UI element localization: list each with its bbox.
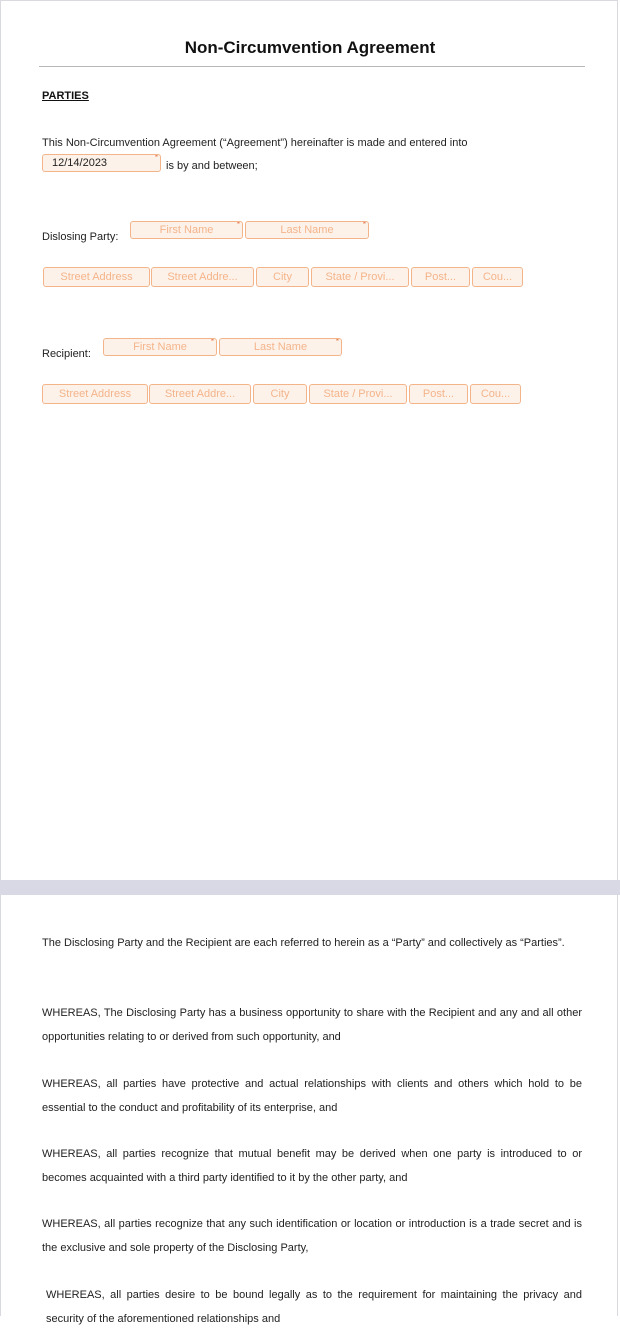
recipient-street-address-2-field[interactable]: Street Addre... xyxy=(149,384,251,404)
disclosing-postal-field[interactable]: Post... xyxy=(411,267,470,287)
parties-heading: PARTIES xyxy=(42,90,89,102)
page-break xyxy=(0,880,620,895)
disclosing-street-address-2-field[interactable]: Street Addre... xyxy=(151,267,254,287)
paragraph-parties-definition: The Disclosing Party and the Recipient are each referred to herein as a “Party” and collectively as “Parties”. xyxy=(42,937,565,949)
paragraph-whereas-1: WHEREAS, The Disclosing Party has a business opportunity to share with the Recipient and any and all other opportunities relating to or derived from such opportunity, and xyxy=(42,1007,582,1043)
disclosing-first-name-field[interactable] xyxy=(130,221,243,239)
recipient-last-name-field[interactable] xyxy=(219,338,342,356)
required-marker: * xyxy=(335,338,339,346)
agreement-date-value: 12/14/2023 xyxy=(52,157,108,169)
required-marker: * xyxy=(210,338,214,346)
page-two xyxy=(0,895,618,1325)
date-suffix-text: is by and between; xyxy=(166,160,258,172)
recipient-last-name-placeholder: Last Name xyxy=(253,341,308,353)
document-title: Non-Circumvention Agreement xyxy=(184,38,436,57)
disclosing-street-address-field[interactable]: Street Address xyxy=(43,267,150,287)
disclosing-country-field[interactable]: Cou... xyxy=(472,267,523,287)
disclosing-last-name-placeholder: Last Name xyxy=(280,224,334,236)
disclosing-state-field[interactable]: State / Provi... xyxy=(311,267,409,287)
recipient-postal-field[interactable]: Post... xyxy=(409,384,468,404)
intro-text: This Non-Circumvention Agreement (“Agreement”) hereinafter is made and entered into xyxy=(42,137,468,149)
disclosing-city-field[interactable]: City xyxy=(256,267,309,287)
paragraph-whereas-3: WHEREAS, all parties recognize that mutual benefit may be derived when one party is introduced to or becomes acquainted with a third party identified to it by the other party, and xyxy=(42,1148,582,1184)
disclosing-first-name-placeholder: First Name xyxy=(159,224,214,236)
agreement-date-field[interactable] xyxy=(42,154,161,172)
required-marker: * xyxy=(154,154,158,162)
title-divider xyxy=(39,66,585,67)
paragraph-whereas-4: WHEREAS, all parties recognize that any such identification or location or introduction is a trade secret and is the exclusive and sole property of the Disclosing Party, xyxy=(42,1218,582,1254)
recipient-street-address-field[interactable]: Street Address xyxy=(42,384,148,404)
paragraph-whereas-5: WHEREAS, all parties desire to be bound legally as to the requirement for maintaining the privacy and security of the aforementioned relationships and xyxy=(46,1289,582,1325)
recipient-label: Recipient: xyxy=(42,348,91,360)
recipient-first-name-placeholder: First Name xyxy=(133,341,187,353)
recipient-country-field[interactable]: Cou... xyxy=(470,384,521,404)
recipient-state-field[interactable]: State / Provi... xyxy=(309,384,407,404)
required-marker: * xyxy=(236,221,240,229)
disclosing-party-label: Dislosing Party: xyxy=(42,231,119,243)
disclosing-last-name-field[interactable] xyxy=(245,221,369,239)
required-marker: * xyxy=(362,221,366,229)
recipient-city-field[interactable]: City xyxy=(253,384,307,404)
recipient-first-name-field[interactable] xyxy=(103,338,217,356)
paragraph-whereas-2: WHEREAS, all parties have protective and actual relationships with clients and others which hold to be essential to the conduct and profitability of its enterprise, and xyxy=(42,1078,582,1114)
